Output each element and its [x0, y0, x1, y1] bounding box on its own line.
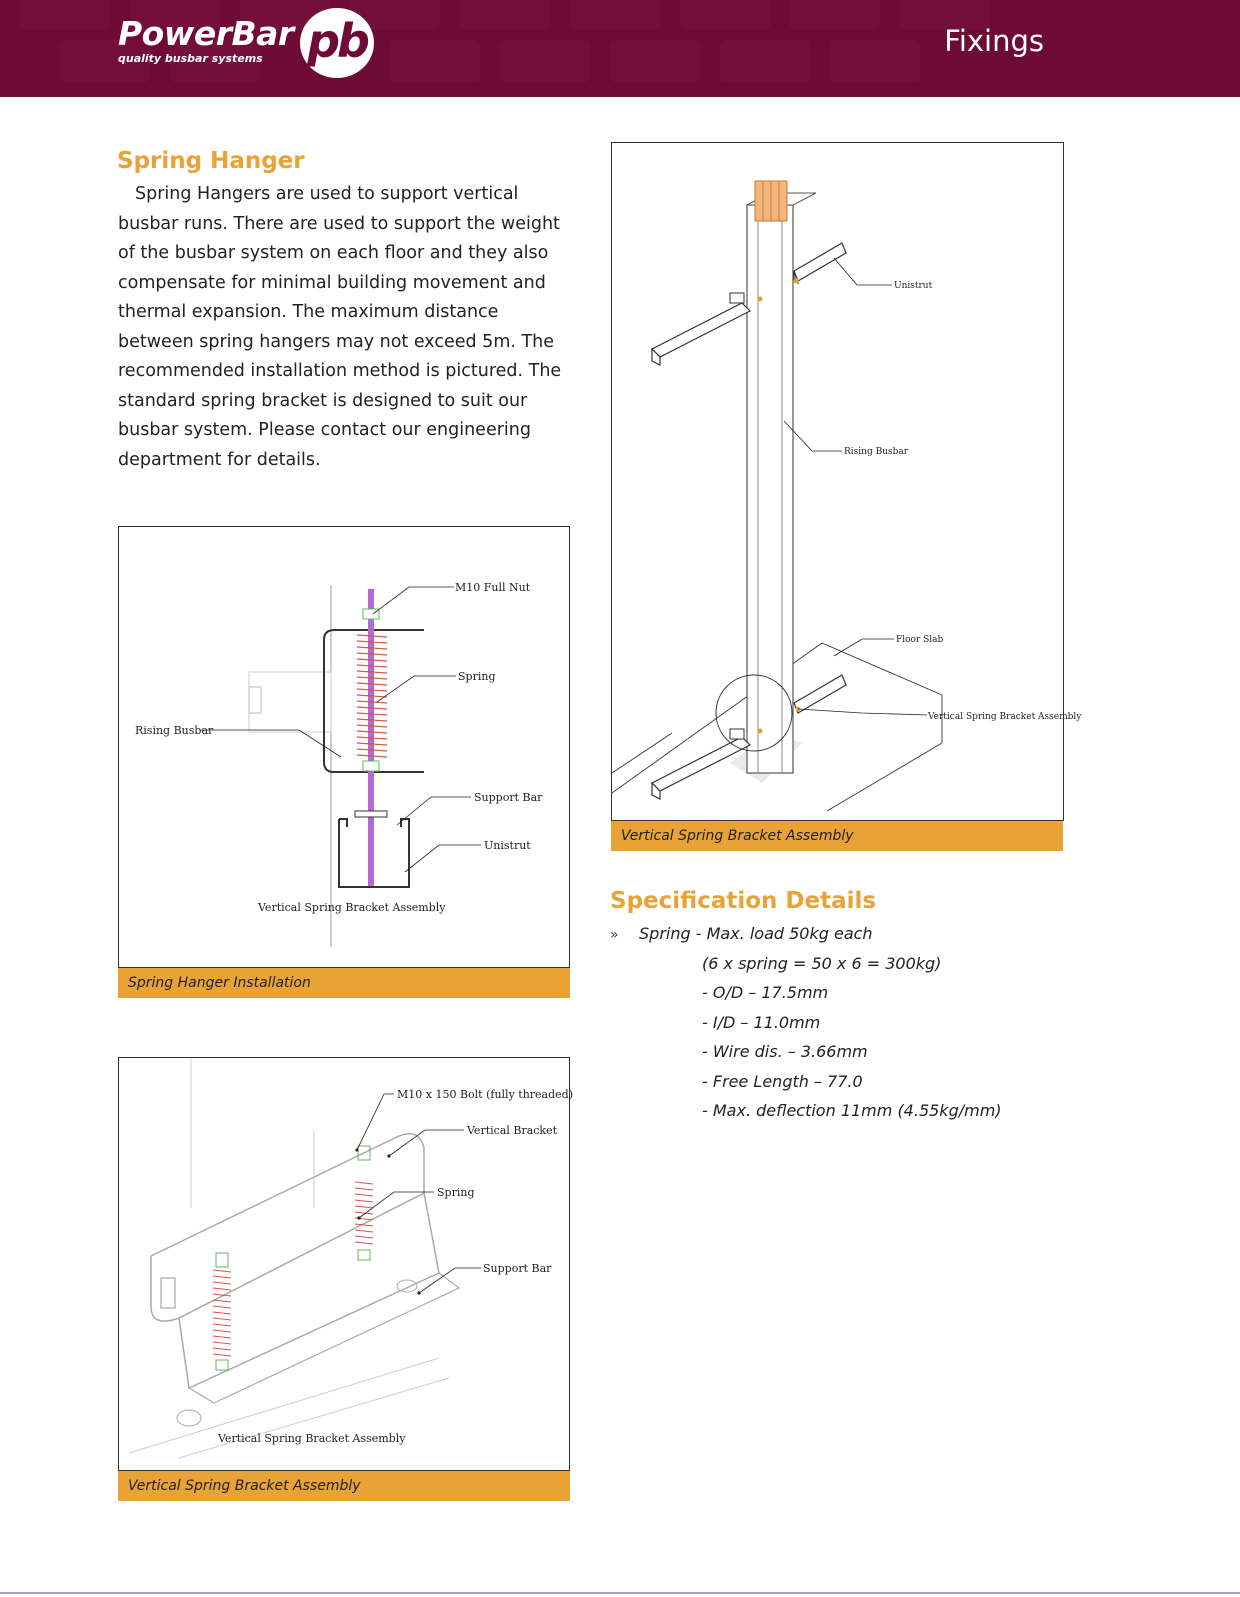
label-rising-busbar: Rising Busbar: [135, 724, 214, 737]
spec-item: » Spring - Max. load 50kg each: [610, 919, 1002, 949]
caption-vertical-bracket-detail: Vertical Spring Bracket Assembly: [118, 1471, 570, 1501]
brand-badge: pb: [300, 8, 374, 78]
figure-vertical-bracket-detail: [118, 1057, 573, 1471]
label-spring: Spring: [437, 1186, 475, 1199]
label-support-bar: Support Bar: [483, 1262, 552, 1275]
footer-divider: [0, 1592, 1240, 1594]
figure-spring-hanger-installation: [118, 526, 570, 968]
label-assembly: Vertical Spring Bracket Assembly: [928, 712, 1082, 722]
caption-spring-hanger-installation: Spring Hanger Installation: [118, 968, 570, 998]
spec-item: - Max. deflection 11mm (4.55kg/mm): [702, 1101, 1002, 1120]
specification-heading: Specification Details: [610, 888, 877, 914]
label-assembly: Vertical Spring Bracket Assembly: [258, 901, 446, 914]
label-floor-slab: Floor Slab: [896, 635, 944, 645]
brand-tagline: quality busbar systems: [118, 52, 263, 65]
specification-list: [610, 919, 1002, 1126]
spring-hanger-heading: Spring Hanger: [117, 148, 305, 174]
label-m10-bolt: M10 x 150 Bolt (fully threaded): [397, 1088, 573, 1101]
label-vertical-bracket: Vertical Bracket: [467, 1124, 558, 1137]
bullet-icon: »: [610, 927, 619, 943]
bracket-detail-diagram: [119, 1058, 573, 1470]
brand-logo: PowerBar: [118, 14, 294, 53]
spring-hanger-description: Spring Hangers are used to support vertical busbar runs. There are used to support the weight of the busbar system on each floor and they also compensate for minimal building movement and thermal expansion. The maximum distance between spring hangers may not exceed 5m. The recommended installation method is pictured. The standard spring bracket is designed to suit our busbar system. Please contact our engineering department for details.: [118, 184, 562, 470]
label-assembly: Vertical Spring Bracket Assembly: [218, 1432, 406, 1445]
caption-vertical-bracket-overview: Vertical Spring Bracket Assembly: [611, 821, 1063, 851]
label-spring: Spring: [458, 670, 496, 683]
label-m10-full-nut: M10 Full Nut: [455, 581, 531, 594]
spring-hanger-diagram: [119, 527, 569, 967]
figure-vertical-bracket-overview: [611, 142, 1082, 821]
spec-item: - I/D – 11.0mm: [702, 1012, 821, 1032]
label-support-bar: Support Bar: [474, 791, 543, 804]
spec-item: - Wire dis. – 3.66mm: [702, 1042, 868, 1061]
label-unistrut: Unistrut: [894, 281, 933, 291]
page-header: [0, 0, 1240, 97]
spec-item: (6 x spring = 50 x 6 = 300kg): [702, 953, 942, 973]
bracket-overview-diagram: [612, 143, 1082, 820]
section-title: Fixings: [944, 24, 1044, 58]
spec-item: - Free Length – 77.0: [702, 1071, 863, 1091]
label-unistrut: Unistrut: [484, 839, 531, 852]
spec-item: - O/D – 17.5mm: [702, 983, 829, 1002]
label-rising-busbar: Rising Busbar: [844, 447, 909, 457]
